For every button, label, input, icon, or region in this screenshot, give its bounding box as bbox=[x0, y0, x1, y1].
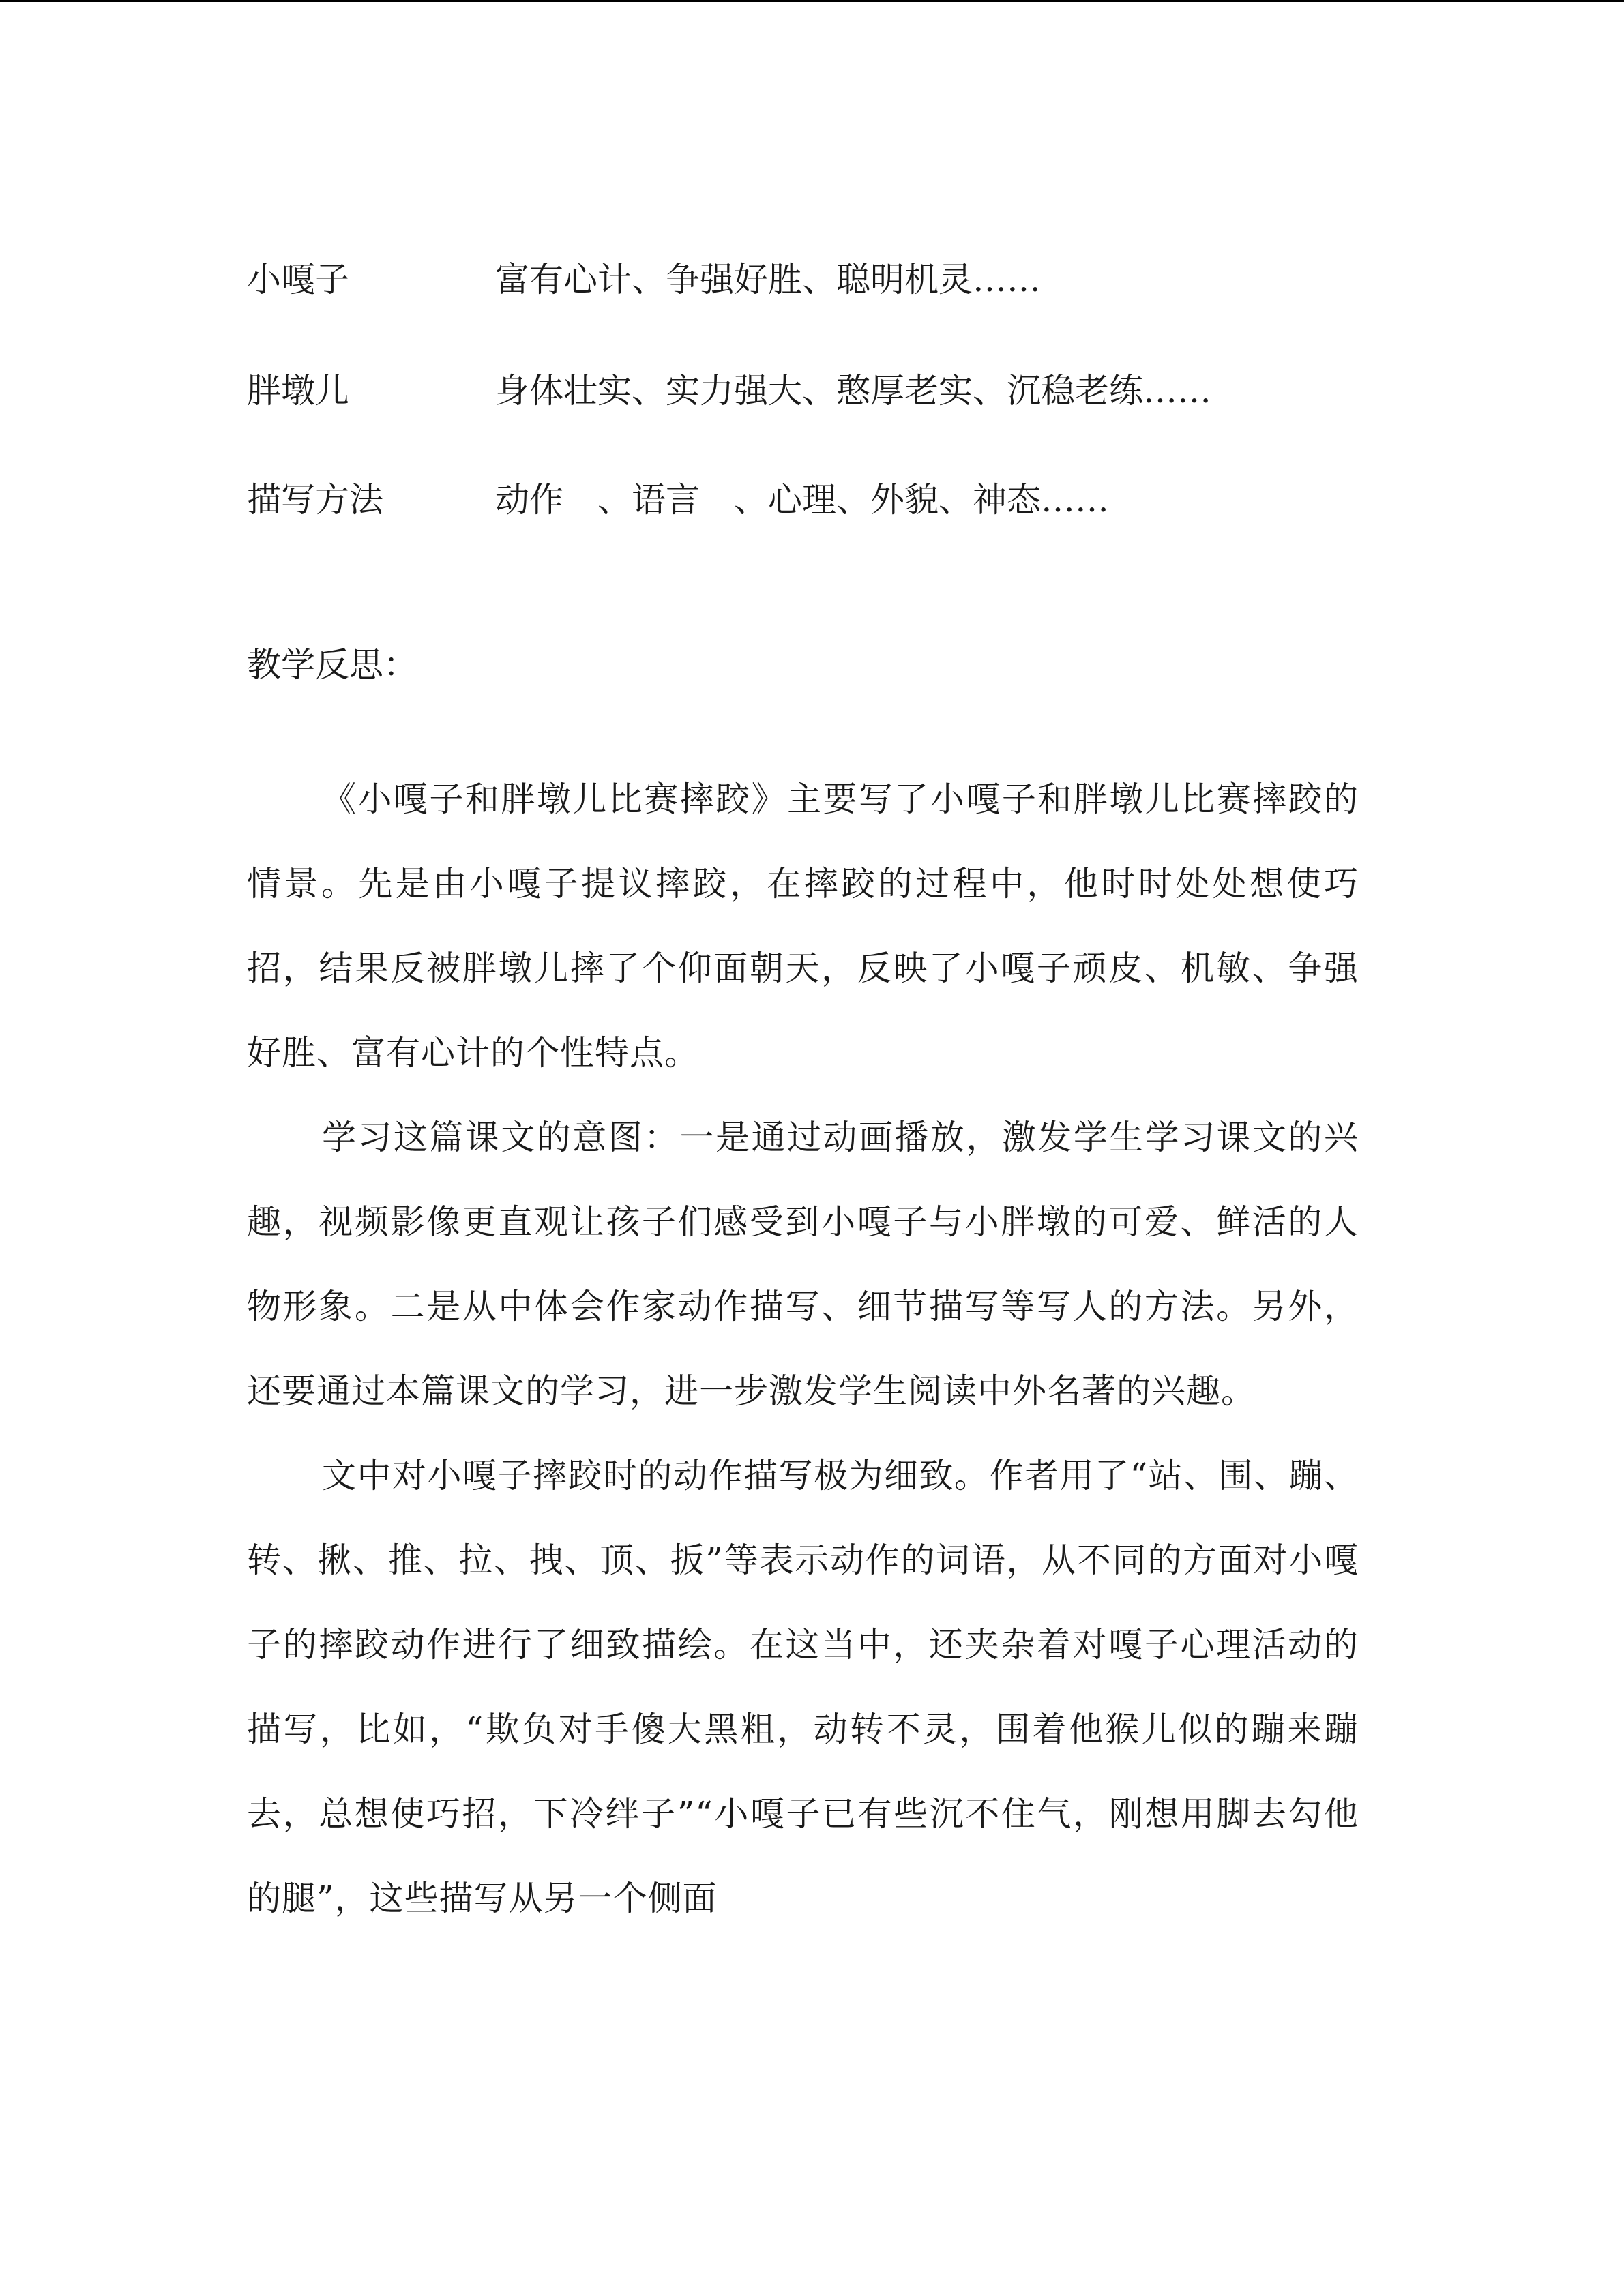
row-value: 富有心计、争强好胜、聪明机灵…… bbox=[495, 260, 1041, 299]
character-row-xiaogazi bbox=[247, 252, 1359, 307]
row-label: 小嘎子 bbox=[247, 260, 349, 299]
paragraph: 学习这篇课文的意图：一是通过动画播放，激发学生学习课文的兴趣，视频影像更直观让孩子们感受到小嘎子与小胖墩的可爱、鲜活的人物形象。二是从中体会作家动作描写、细节描写等写人的方法。另外，还要通过本篇课文的学习，进一步激发学生阅读中外名著的兴趣。 bbox=[247, 1118, 1359, 1411]
row-value: 身体壮实、实力强大、憨厚老实、沉稳老练…… bbox=[495, 371, 1211, 411]
row-value: 动作 、语言 、心理、外貌、神态…… bbox=[495, 480, 1109, 520]
character-row-pangduner bbox=[247, 363, 1359, 418]
description-methods-row bbox=[247, 473, 1359, 527]
row-label: 胖墩儿 bbox=[247, 371, 349, 411]
paragraph: 《小嘎子和胖墩儿比赛摔跤》主要写了小嘎子和胖墩儿比赛摔跤的情景。先是由小嘎子提议摔跤，在摔跤的过程中，他时时处处想使巧招，结果反被胖墩儿摔了个仰面朝天，反映了小嘎子顽皮、机敏、争强好胜、富有心计的个性特点。 bbox=[247, 779, 1359, 1073]
row-label: 描写方法 bbox=[247, 480, 383, 520]
top-border-line bbox=[0, 0, 1624, 2]
section-title: 教学反思： bbox=[247, 645, 417, 685]
paragraph: 文中对小嘎子摔跤时的动作描写极为细致。作者用了“站、围、蹦、转、揪、推、拉、拽、顶、扳”等表示动作的词语，从不同的方面对小嘎子的摔跤动作进行了细致描绘。在这当中，还夹杂着对嘎子心理活动的描写，比如，“欺负对手傻大黑粗，动转不灵，围着他猴儿似的蹦来蹦去，总想使巧招，下冷绊子”“小嘎子已有些沉不住气，刚想用脚去勾他的腿”，这些描写从另一个侧面 bbox=[247, 1456, 1359, 1918]
reflection-body bbox=[247, 757, 1359, 1941]
